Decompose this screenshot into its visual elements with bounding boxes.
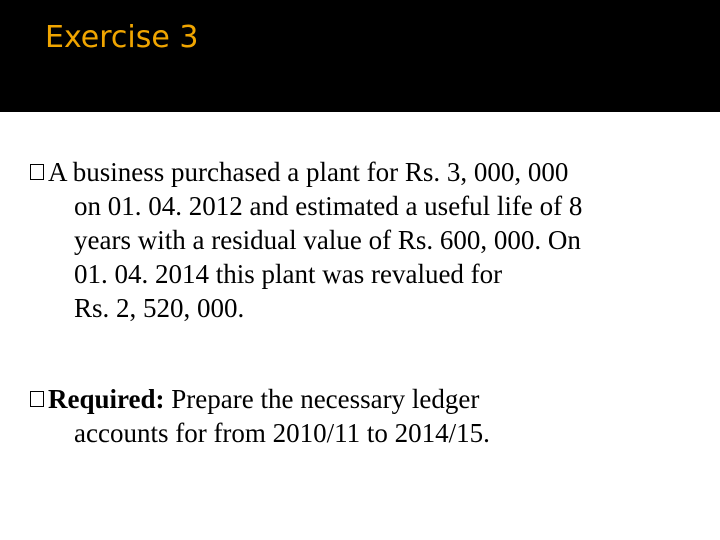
bullet-line-5: Rs. 2, 520, 000. (74, 293, 245, 323)
bullet-line-4: 01. 04. 2014 this plant was revalued for (74, 259, 503, 289)
title-bar (0, 0, 720, 112)
bullet-point-1 (30, 155, 668, 325)
bullet-line-1: Required: Prepare the necessary ledger (30, 382, 668, 416)
bullet-line-3: years with a residual value of Rs. 600, 000. On (74, 225, 581, 255)
required-label: Required: (48, 384, 165, 414)
bullet-line-2: on 01. 04. 2012 and estimated a useful life of 8 (74, 191, 583, 221)
hollow-square-bullet-icon (30, 164, 44, 180)
bullet-line-1: A business purchased a plant for Rs. 3, 000, 000 (30, 155, 668, 189)
bullet-point-2 (30, 382, 668, 450)
slide-title: Exercise 3 (45, 20, 199, 55)
hollow-square-bullet-icon (30, 391, 44, 407)
bullet-line-2: accounts for from 2010/11 to 2014/15. (74, 418, 490, 448)
